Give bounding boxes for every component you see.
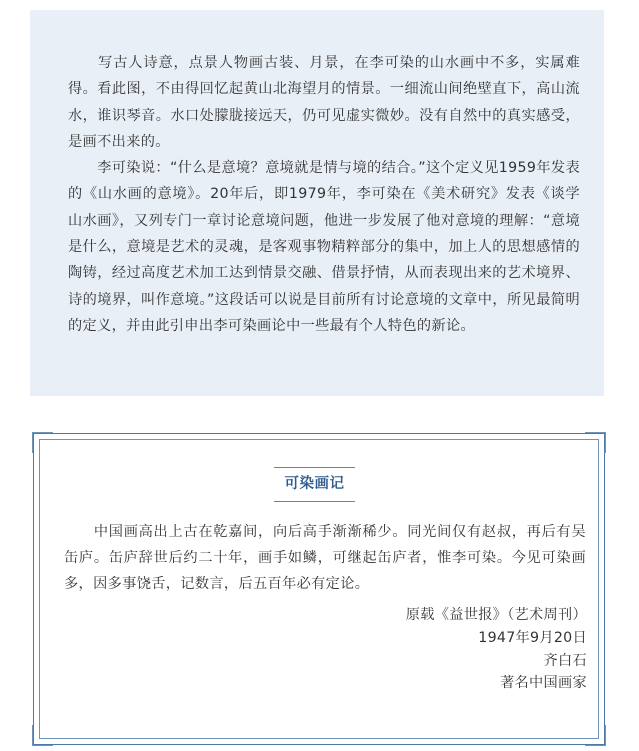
inscription-text: 中国画高出上古在乾嘉间，向后高手渐渐稀少。同光间仅有赵叔，再后有吴缶庐。缶庐辞世后约二十年，画手如鳞，可继起缶庐者，惟李可染。今见可染画多，因多事饶舌，记数言，后五百年必有定论。 — [64, 524, 586, 592]
frame-corner-ornament — [32, 432, 53, 453]
article-paragraph-2: 李可染说：“什么是意境？意境就是情与境的结合。”这个定义见1959年发表的《山水画的意境》。20年后，即1979年，李可染在《美术研究》发表《谈学山水画》，又列专门一章讨论意境问题，他进一步发展了他对意境的理解：“意境是什么，意境是艺术的灵魂，是客观事物精粹部分的集中，加上人的思想感情的陶铸，经过高度艺术加工达到情景交融、借景抒情，从而表现出来的艺术境界、诗的境界，叫作意境。”这段话可以说是目前所有讨论意境的文章中，所见最简明的定义，并由此引申出李可染画论中一些最有个人特色的新论。 — [68, 160, 580, 334]
inscription-frame — [33, 433, 605, 745]
source-citation: 原载《益世报》（艺术周刊） — [405, 607, 587, 623]
frame-corner-ornament — [585, 432, 606, 453]
frame-corner-ornament — [585, 725, 606, 746]
inscription-title: 可染画记 — [274, 467, 355, 502]
inscription-body — [64, 519, 586, 597]
frame-corner-ornament — [32, 725, 53, 746]
author-title: 著名中国画家 — [500, 675, 587, 692]
article-excerpt-panel — [30, 10, 604, 396]
inscription-signature — [406, 604, 587, 695]
article-paragraph-1: 写古人诗意，点景人物画古装、月景，在李可染的山水画中不多，实属难得。看此图，不由得回忆起黄山北海望月的情景。一细流山间绝壁直下，高山流水，谁识琴音。水口处朦胧接远天，仍可见虚实微妙。没有自然中的真实感受，是画不出来的。 — [68, 55, 580, 150]
publication-date: 1947年9月20日 — [478, 629, 587, 646]
author-name: 齐白石 — [543, 652, 587, 669]
